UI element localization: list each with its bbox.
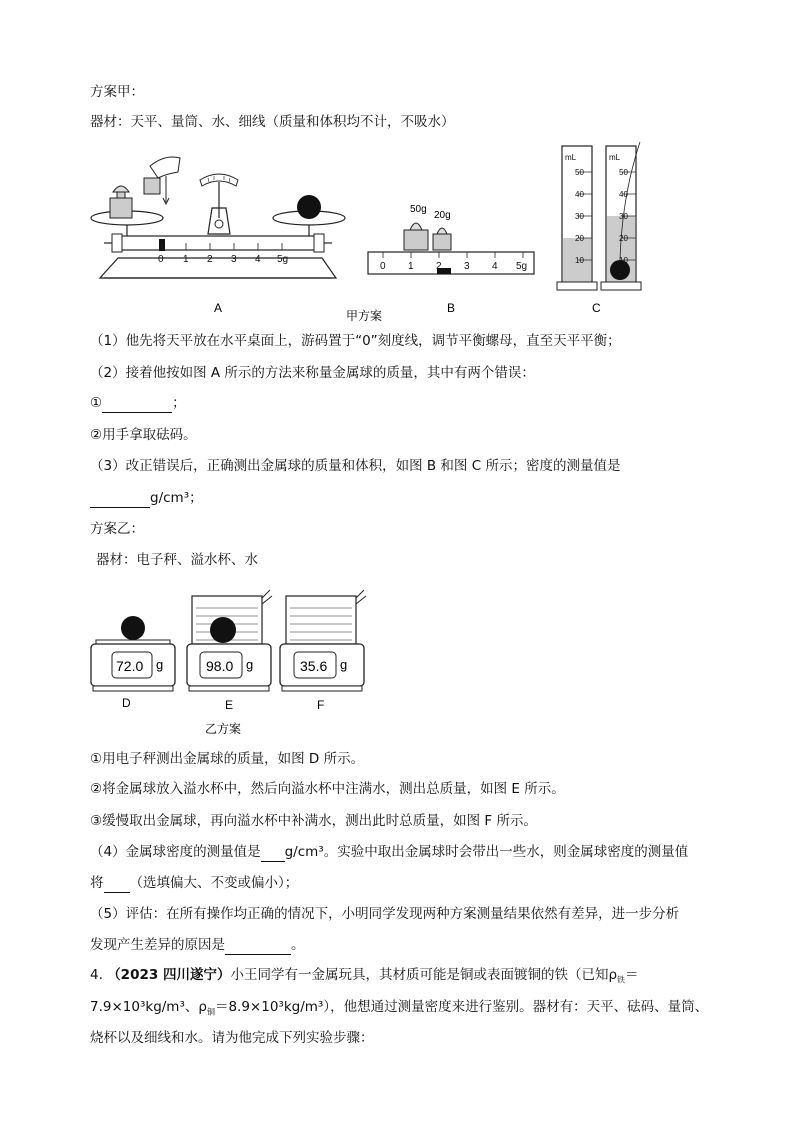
question-3: （3）改正错误后，正确测出金属球的质量和体积，如图 B 和图 C 所示；密度的测量值是	[90, 458, 621, 474]
q3-unit: g/cm³；	[150, 490, 203, 506]
balance-figure-a	[91, 157, 345, 278]
svg-text:50: 50	[575, 168, 584, 177]
weights-figure-b	[368, 204, 534, 274]
svg-text:40: 40	[619, 190, 628, 199]
answer-blank[interactable]	[261, 843, 285, 862]
figure-label-b: B	[447, 301, 456, 315]
problem-4-line-1	[90, 966, 639, 990]
question-2: （2）接着他按如图 A 所示的方法来称量金属球的质量，其中有两个错误：	[90, 365, 535, 381]
unit-f: g	[340, 657, 348, 672]
question-5-line-1: （5）评估：在所有操作均正确的情况下，小明同学发现两种方案测量结果依然有差异，进一步分析	[90, 906, 680, 922]
svg-text:mL: mL	[565, 153, 577, 162]
svg-text:4: 4	[492, 261, 498, 272]
question-2-item-2: ②用手拿取砝码。	[90, 427, 197, 443]
figure-label-f: F	[317, 698, 325, 712]
step-2: ②将金属球放入溢水杯中，然后向溢水杯中注满水，测出总质量，如图 E 所示。	[90, 781, 565, 797]
ruler-a-tick: 0	[158, 254, 164, 265]
question-2-item-1	[90, 394, 186, 413]
item-1-prefix: ①	[90, 395, 103, 411]
svg-text:30: 30	[575, 212, 584, 221]
question-1: （1）他先将天平放在水平桌面上，游码置于“0”刻度线，调节平衡螺母，直至天平平衡；	[90, 333, 621, 349]
scale-d	[91, 616, 175, 691]
svg-text:2: 2	[436, 261, 442, 272]
answer-blank[interactable]	[90, 489, 150, 508]
plan-a-caption: 甲方案	[346, 309, 383, 323]
subscript-copper: 铜	[206, 1007, 215, 1017]
q5-text-b: 发现产生差异的原因是	[90, 937, 225, 953]
q4-text-a: （4）金属球密度的测量值是	[90, 844, 261, 860]
q5-text-c: 。	[291, 937, 305, 953]
svg-text:10: 10	[619, 256, 628, 265]
plan-b-heading: 方案乙：	[90, 521, 144, 537]
q4-text-d: （选填偏大、不变或偏小）；	[129, 875, 299, 891]
subscript-iron: 铁	[617, 975, 626, 985]
weight-20-label: 20g	[434, 210, 451, 221]
answer-blank[interactable]	[225, 936, 291, 955]
q4-text-b: g/cm³。实验中取出金属球时会带出一些水，则金属球密度的测量值	[284, 844, 689, 860]
weight-50-label: 50g	[410, 204, 427, 215]
problem-text: ＝8.9×10³kg/m³），他想通过测量密度来进行鉴别。器材有：天平、砝码、量筒、	[214, 999, 709, 1015]
cylinders-figure-c	[557, 142, 641, 290]
question-3-answer	[90, 489, 203, 508]
question-4-line-1	[90, 843, 688, 862]
svg-text:1: 1	[408, 261, 414, 272]
figure-label-e: E	[225, 698, 234, 712]
figure-label-c: C	[592, 301, 601, 315]
svg-text:40: 40	[575, 190, 584, 199]
ruler-a-tick: 4	[255, 254, 261, 265]
question-5-line-2	[90, 936, 305, 955]
question-4-line-2	[90, 874, 298, 893]
svg-text:20: 20	[575, 234, 584, 243]
svg-text:20: 20	[619, 234, 628, 243]
reading-d: 72.0	[116, 658, 144, 674]
problem-source: （2023 四川遂宁）	[107, 967, 231, 983]
item-1-suffix: ；	[172, 395, 186, 411]
svg-text:30: 30	[619, 212, 628, 221]
figure-label-a: A	[214, 301, 223, 315]
answer-blank[interactable]	[104, 874, 130, 893]
problem-number: 4.	[90, 967, 103, 983]
ruler-a-tick: 5g	[277, 254, 289, 265]
plan-a-materials: 器材：天平、量筒、水、细线（质量和体积均不计，不吸水）	[90, 114, 455, 130]
plan-a-heading: 方案甲：	[90, 84, 144, 100]
scale-e	[187, 590, 272, 691]
reading-e: 98.0	[206, 658, 234, 674]
problem-4-line-2	[90, 998, 708, 1022]
plan-b-materials: 器材：电子秤、溢水杯、水	[96, 552, 258, 568]
svg-text:mL: mL	[609, 153, 621, 162]
answer-blank[interactable]	[102, 394, 172, 413]
plan-b-caption: 乙方案	[205, 722, 242, 736]
step-1: ①用电子秤测出金属球的质量，如图 D 所示。	[90, 751, 365, 767]
ruler-a-tick: 1	[183, 254, 189, 265]
ruler-a-tick: 3	[231, 254, 237, 265]
scale-f	[280, 590, 366, 691]
problem-text: 小王同学有一金属玩具，其材质可能是铜或表面镀铜的铁（已知ρ	[230, 967, 618, 983]
plan-a-figure	[0, 136, 794, 326]
svg-text:10: 10	[575, 256, 584, 265]
svg-text:50: 50	[619, 168, 628, 177]
plan-b-figure	[0, 576, 794, 746]
q4-text-c: 将	[90, 875, 104, 891]
ruler-a-tick: 2	[207, 254, 213, 265]
unit-d: g	[156, 657, 164, 672]
step-3: ③缓慢取出金属球，再向溢水杯中补满水，测出此时总质量，如图 F 所示。	[90, 813, 537, 829]
unit-e: g	[246, 657, 254, 672]
reading-f: 35.6	[300, 658, 328, 674]
problem-text: ＝	[625, 967, 639, 983]
svg-text:3: 3	[464, 261, 470, 272]
svg-text:0: 0	[380, 261, 386, 272]
figure-label-d: D	[122, 696, 131, 710]
svg-text:5g: 5g	[516, 261, 528, 272]
problem-4-line-3: 烧杯以及细线和水。请为他完成下列实验步骤：	[90, 1030, 374, 1046]
problem-text: 7.9×10³kg/m³、ρ	[90, 999, 207, 1015]
